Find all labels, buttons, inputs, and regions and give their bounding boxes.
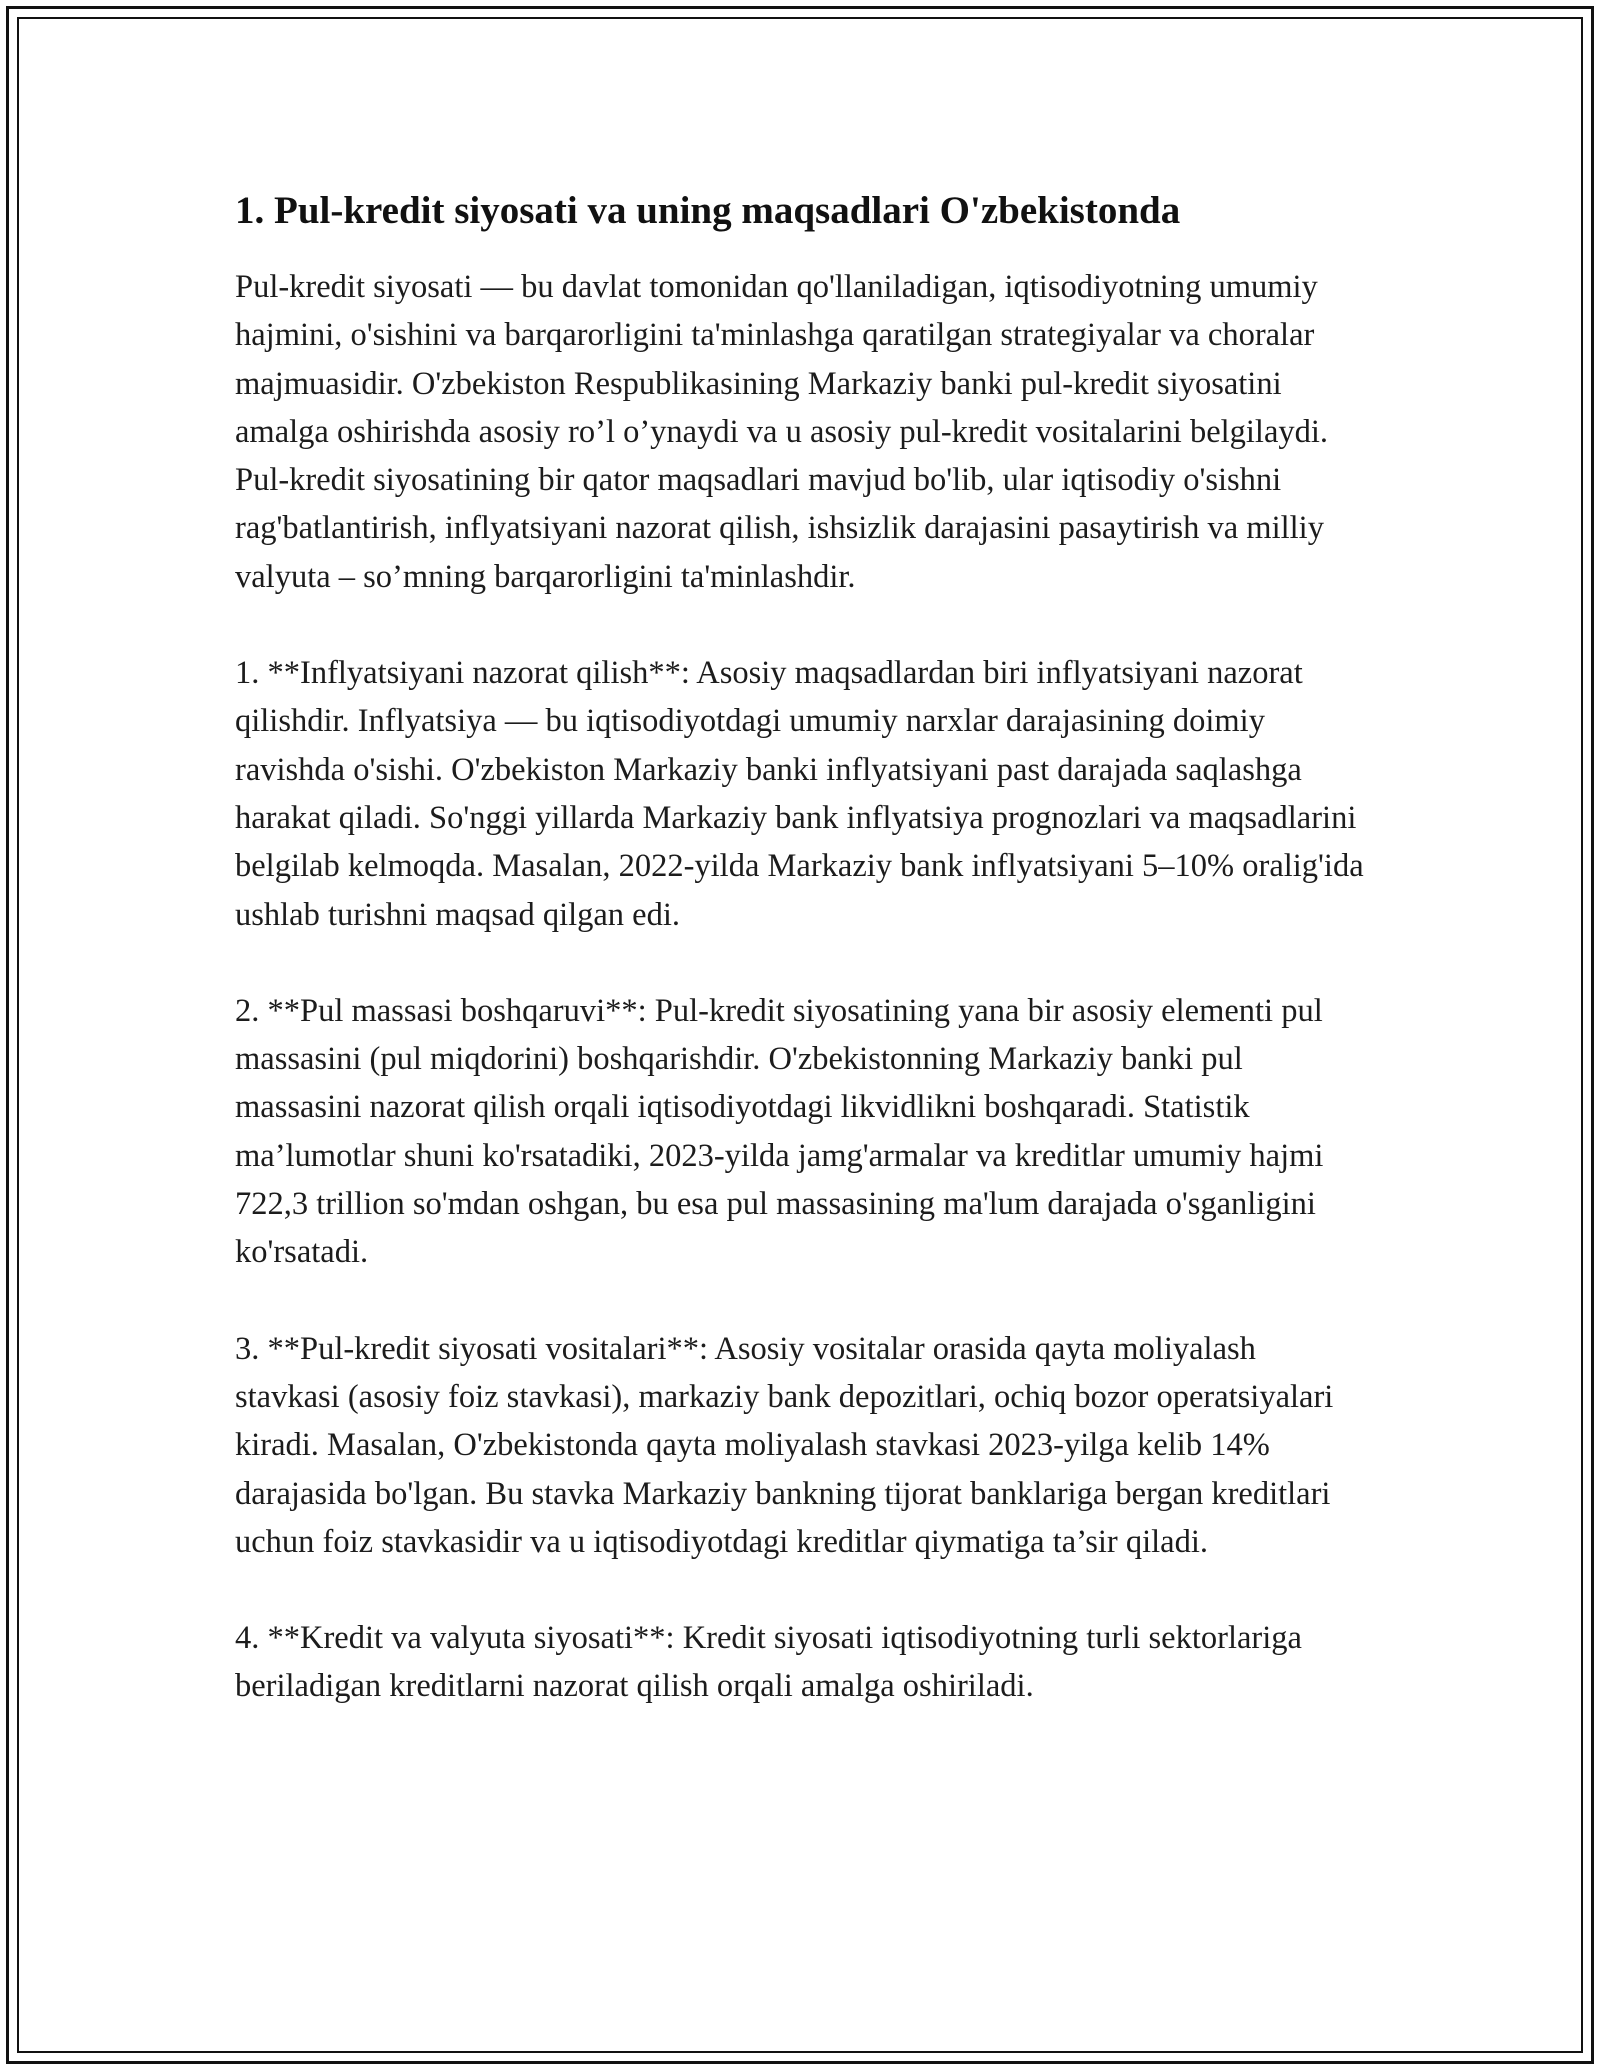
paragraph-money-supply: 2. **Pul massasi boshqaruvi**: Pul-kredit siyosatining yana bir asosiy elementi pul massasini (pul miqdorini) boshqarishdir. O'zbekistonning Markaziy banki pul massasini nazorat qilish orqali iqtisodiyotdagi likvidlikni boshqaradi. Statistik ma’lumotlar shuni ko'rsatadiki, 2023-yilda jamg'armalar va kreditlar umumiy hajmi 722,3 trillion so'mdan oshgan, bu esa pul massasining ma'lum darajada o'sganligini ko'rsatadi.: [235, 992, 1324, 1271]
document-title: 1. Pul-kredit siyosati va uning maqsadlari O'zbekistonda: [235, 189, 1181, 232]
paragraph-credit-currency-policy: 4. **Kredit va valyuta siyosati**: Kredit siyosati iqtisodiyotning turli sektorlariga beriladigan kreditlarni nazorat qilish orqali amalga oshiriladi.: [235, 1620, 1302, 1705]
paragraph-policy-instruments: 3. **Pul-kredit siyosati vositalari**: Asosiy vositalar orasida qayta moliyalash stavkasi (asosiy foiz stavkasi), markaziy bank depozitlari, ochiq bozor operatsiyalari kiradi. Masalan, O'zbekistonda qayta moliyalash stavkasi 2023-yilga kelib 14% darajasida bo'lgan. Bu stavka Markaziy bankning tijorat banklariga bergan kreditlari uchun foiz stavkasidir va u iqtisodiyotdagi kreditlar qiymatiga ta’sir qiladi.: [235, 1330, 1334, 1560]
intro-paragraph: Pul-kredit siyosati — bu davlat tomonidan qo'llaniladigan, iqtisodiyotning umumiy hajmini, o'sishini va barqarorligini ta'minlashga qaratilgan strategiyalar va choralar majmuasidir. O'zbekiston Respublikasining Markaziy banki pul-kredit siyosatini amalga oshirishda asosiy ro’l o’ynaydi va u asosiy pul-kredit vositalarini belgilaydi. Pul-kredit siyosatining bir qator maqsadlari mavjud bo'lib, ular iqtisodiy o'sishni rag'batlantirish, inflyatsiyani nazorat qilish, ishsizlik darajasini pasaytirish va milliy valyuta – so’mning barqarorligini ta'minlashdir.: [235, 269, 1329, 595]
paragraph-inflation-control: 1. **Inflyatsiyani nazorat qilish**: Asosiy maqsadlardan biri inflyatsiyani nazorat qilishdir. Inflyatsiya — bu iqtisodiyotdagi umumiy narxlar darajasining doimiy ravishda o'sishi. O'zbekiston Markaziy banki inflyatsiyani past darajada saqlashga harakat qiladi. So'nggi yillarda Markaziy bank inflyatsiya prognozlari va maqsadlarini belgilab kelmoqda. Masalan, 2022-yilda Markaziy bank inflyatsiyani 5–10% oralig'ida ushlab turishni maqsad qilgan edi.: [235, 655, 1364, 933]
document-body: [235, 185, 1365, 1759]
